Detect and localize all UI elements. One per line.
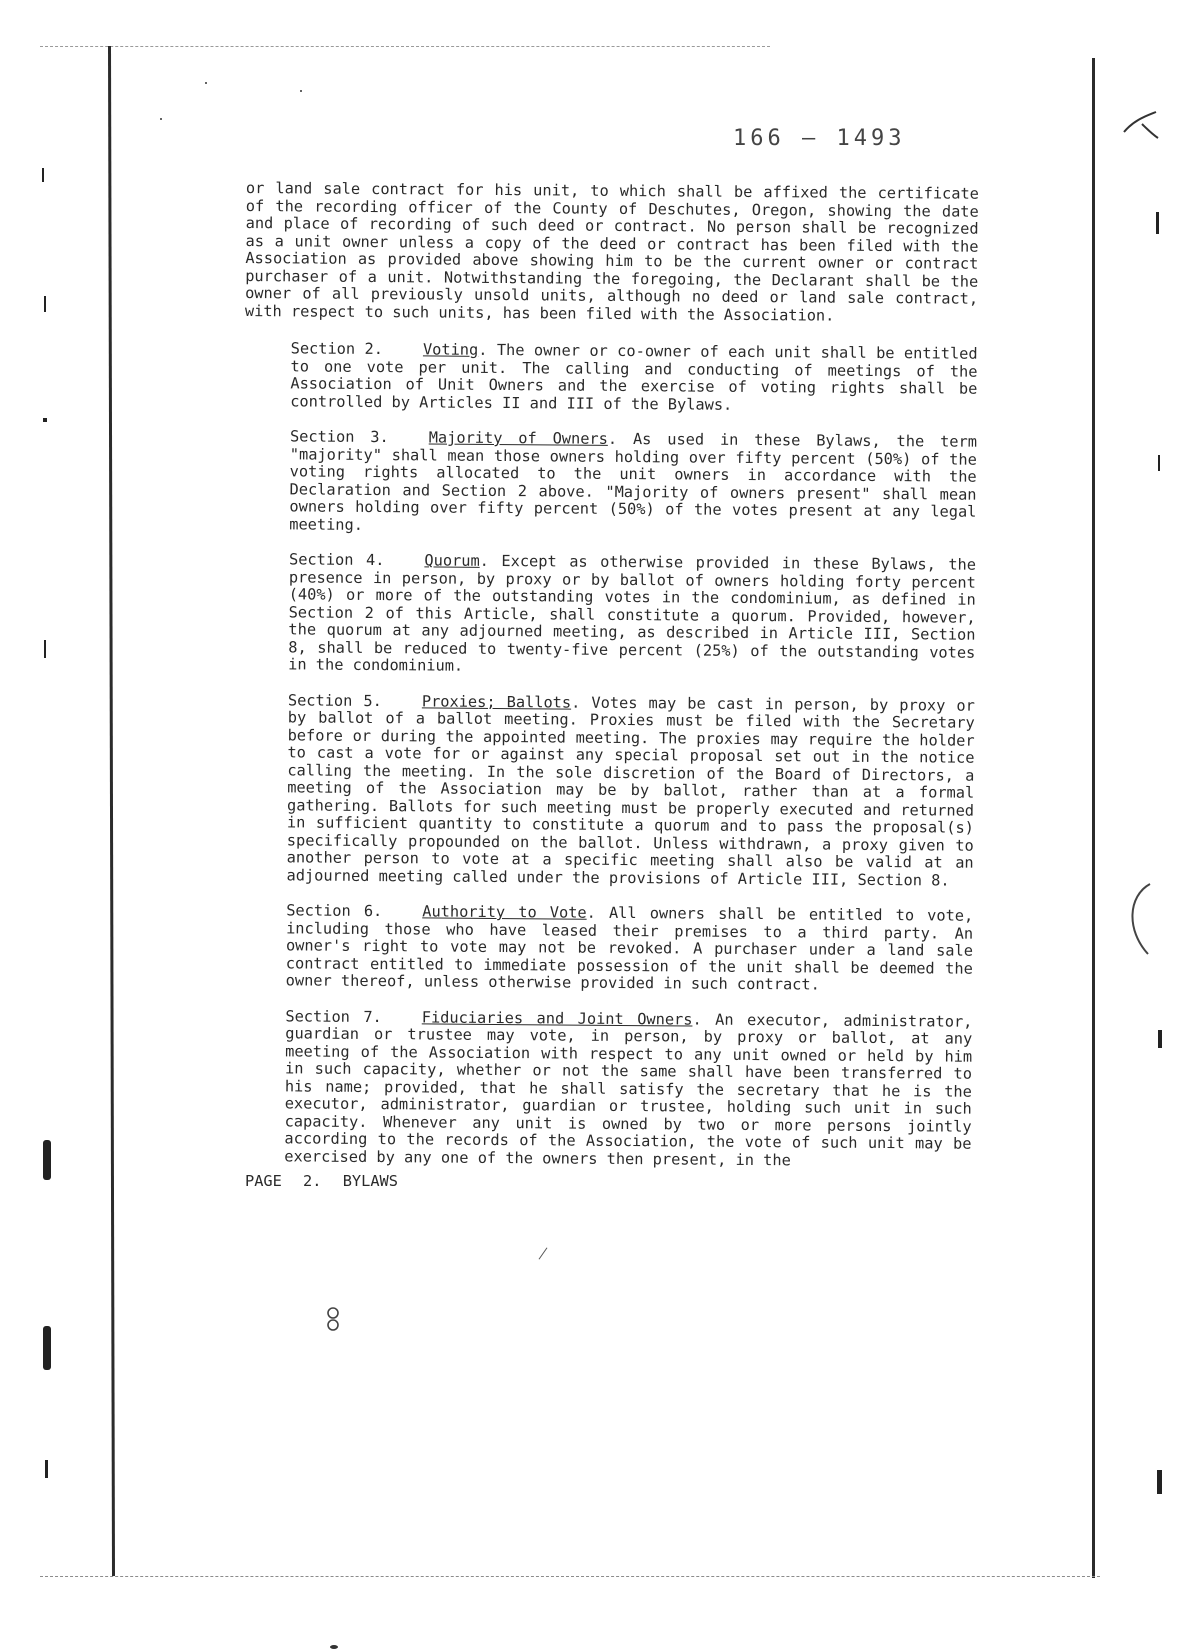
section-title: Authority to Vote [422, 902, 587, 922]
section-label: Section 6. [286, 901, 383, 921]
section-label: Section 3. [289, 427, 389, 447]
section-label: Section 5. [287, 690, 382, 710]
scan-left-border [108, 46, 115, 1576]
page-footer [245, 1172, 398, 1190]
scan-right-border [1092, 58, 1095, 1578]
section-title: Fiduciaries and Joint Owners [421, 1007, 693, 1029]
scan-bottom-edge [40, 1576, 1100, 1577]
section-label: Section 2. [290, 339, 384, 359]
section-title: Majority of Owners [428, 428, 608, 448]
section-title: Quorum [424, 551, 480, 570]
footer-page-label: PAGE 2. [245, 1172, 322, 1190]
section-4-paragraph [242, 551, 976, 679]
section-2-paragraph [244, 340, 978, 416]
section-text: . Votes may be cast in person, by proxy or by ballot of a ballot meeting. Proxies must be filed with the Secretary before or during the appointed meeting. The proxies may require the holder to cast a vote for or against any special proposal set out in the notice calling the meeting. In the sole discretion of the Board of Directors, a meeting of the Association may be by ballot, rather than at a formal gathering. Ballots for such meeting must be properly executed and returned in sufficient quantity to constitute a quorum and to pass the proposal(s) specifically propounded on the ballot. Unless withdrawn, a proxy given to another person to vote at a specific meeting shall also be valid at an adjourned meeting called under the provisions of Article III, Section 8. [286, 693, 975, 890]
scan-top-edge [40, 46, 770, 47]
scan-speck [330, 1645, 338, 1649]
scan-edge-mark [43, 1326, 51, 1370]
section-title: Voting [422, 340, 479, 359]
scan-edge-mark [44, 640, 46, 658]
section-text: . Except as otherwise provided in these Bylaws, the presence in person, by proxy or by ballot of owners holding forty percent (40%) or more of the outstanding votes in the condominium, as defined in Section 2 of this Article, shall constitute a quorum. Provided, however, the quorum at any adjourned meeting, as described in Article III, Section 8, shall be reduced to twenty-five percent (25%) of the outstanding votes in the condominium. [288, 551, 977, 675]
scan-edge-mark [1158, 1030, 1162, 1048]
footer-document-label: BYLAWS [342, 1172, 398, 1190]
scan-edge-mark [44, 296, 46, 312]
scan-edge-mark [45, 1460, 48, 1478]
section-6-paragraph [240, 902, 974, 995]
page-number: 166 — 1493 [733, 126, 906, 151]
section-text: . An executor, administrator, guardian or trustee may vote, in person, by proxy or ballot, at any meeting of the Association with respect to any unit owned or held by him in such capacity, whether or not the same shall have been transferred to his name; provided, that he shall satisfy the secretary that he is the executor, administrator, guardian or trustee, holding such unit in such capacity. Whenever any unit is owned by two or more persons jointly according to the records of the Association, the vote of such unit may be exercised by any one of the owners then present, in the [284, 1010, 973, 1169]
scan-speck [300, 90, 302, 92]
margin-bracket-mark [1120, 880, 1160, 960]
corner-pen-mark [1122, 108, 1162, 148]
scan-edge-mark [43, 418, 47, 422]
section-label: Section 7. [285, 1006, 382, 1026]
section-7-paragraph [238, 1007, 972, 1170]
scan-edge-mark [1156, 212, 1159, 234]
stray-pen-tick [539, 1247, 548, 1259]
scan-edge-mark [1158, 455, 1160, 471]
section-3-paragraph [243, 428, 977, 539]
section-title: Proxies; Ballots [421, 691, 572, 712]
scan-speck [160, 118, 162, 120]
section-label: Section 4. [288, 550, 385, 570]
scan-speck [205, 82, 207, 84]
section-text: . As used in these Bylaws, the term "majority" shall mean those owners holding over fifty percent (50%) of the voting rights allocated to the unit owners in accordance with the Declaration and Section 2 above. "Majority of owners present" shall mean owners holding over fifty percent (50%) of the votes present at any legal meeting. [289, 429, 978, 534]
section-text: . The owner or co-owner of each unit shall be entitled to one vote per unit. The calling and conducting of meetings of the Association of Unit Owners and the exercise of voting rights shall be controlled by Articles II and III of the Bylaws. [290, 340, 978, 414]
continued-paragraph: or land sale contract for his unit, to which shall be affixed the certificate of the recording officer of the County of Deschutes, Oregon, showing the date and place of recording of such deed or contract. No person shall be recognized as a unit owner unless a copy of the deed or contract has been filed with the Association as provided above showing him to be the current owner or contract purchaser of a unit. Notwithstanding the foregoing, the Declarant shall be the owner of all previously unsold units, although no deed or land sale contract, with respect to such units, has been filed with the Association. [244, 179, 979, 325]
scan-edge-mark [43, 1140, 51, 1180]
document-body [238, 180, 979, 1189]
filing-stamp-mark [322, 1305, 344, 1335]
section-5-paragraph [240, 691, 974, 889]
scan-edge-mark [42, 168, 44, 182]
scan-edge-mark [1157, 1470, 1162, 1494]
section-text: . All owners shall be entitled to vote, including those who have leased their premises to a third party. An owner's right to vote may not be revoked. A purchaser under a land sale contract entitled to immediate possession of the unit shall be deemed the owner thereof, unless otherwise provided in such contract. [285, 903, 974, 994]
